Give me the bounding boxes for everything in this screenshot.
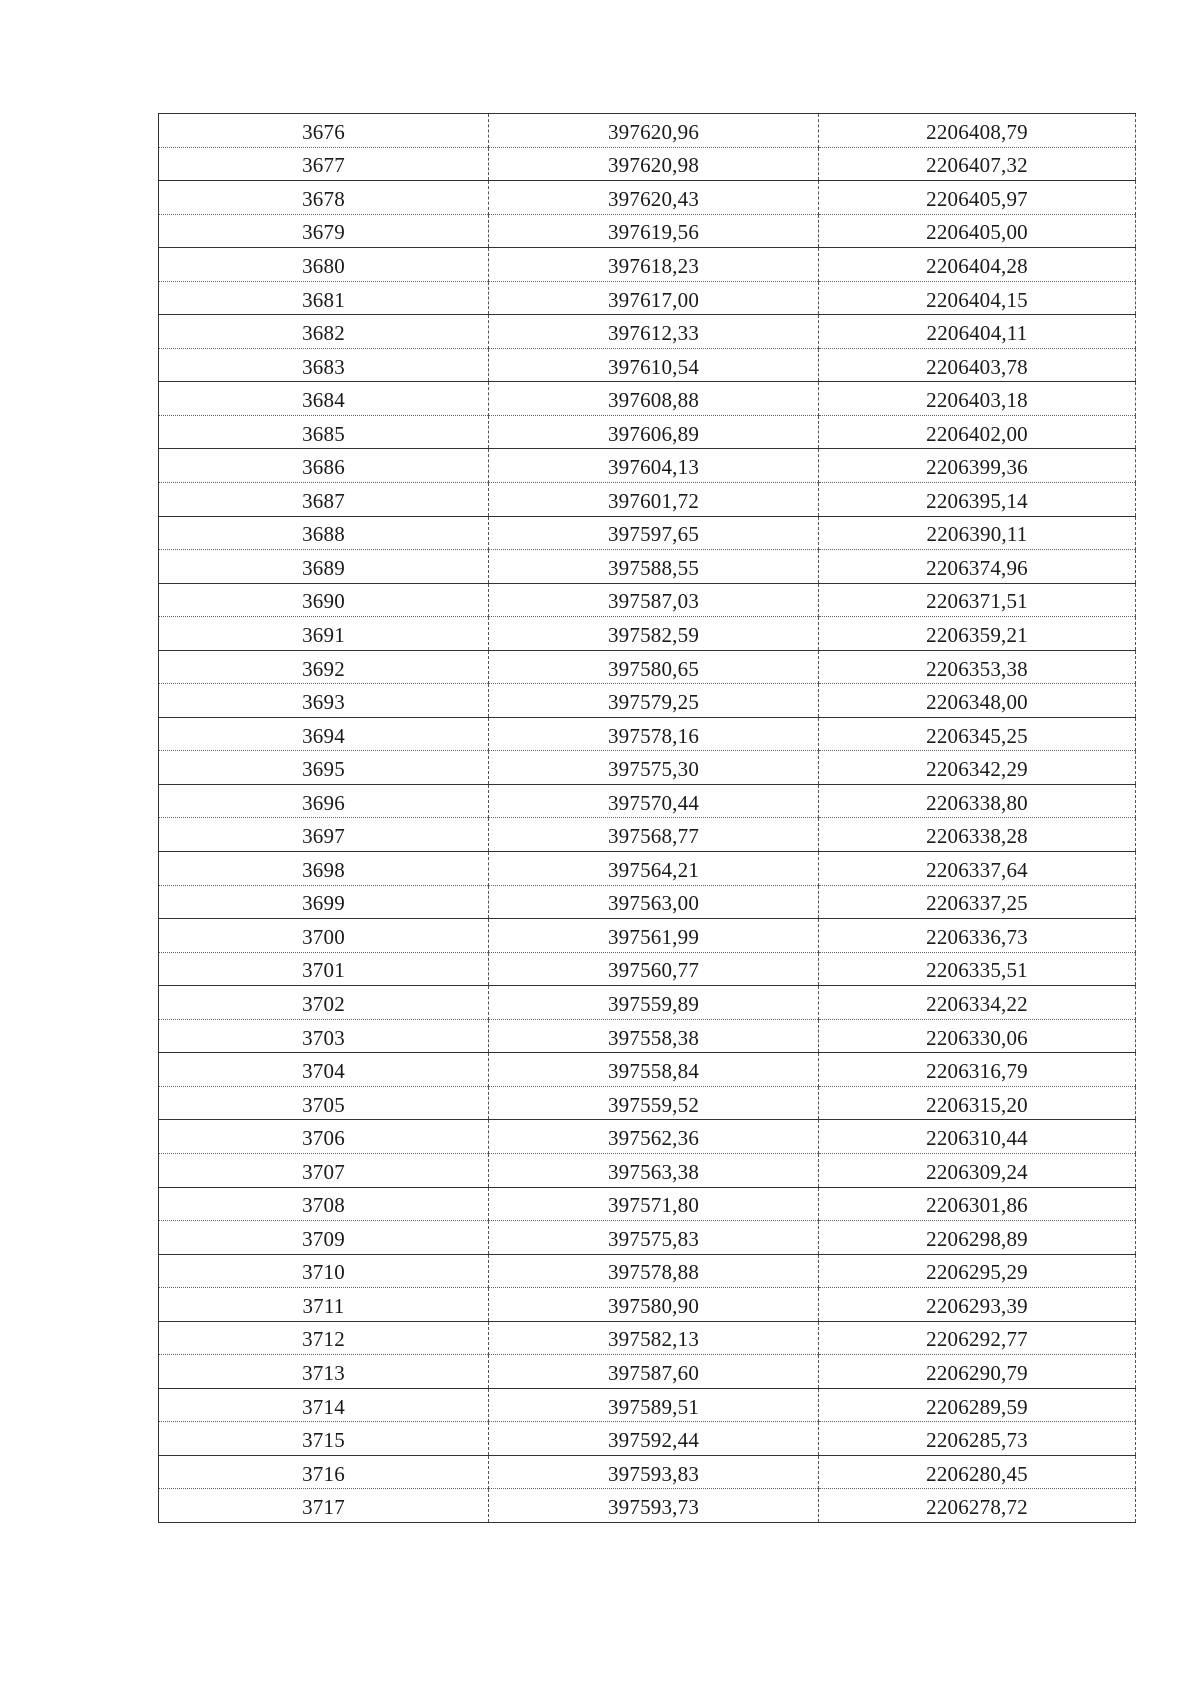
point-number-cell — [159, 248, 489, 282]
cell-text: 2206371,51 — [926, 589, 1028, 614]
point-number-cell — [159, 952, 489, 986]
cell-text: 3693 — [302, 690, 345, 715]
cell-text: 3696 — [302, 790, 345, 815]
cell-text: 397559,52 — [607, 1092, 700, 1117]
cell-text: 2206298,89 — [926, 1226, 1028, 1251]
cell-text: 3676 — [302, 119, 345, 144]
cell-text: 2206290,79 — [926, 1361, 1028, 1385]
cell-text: 3716 — [302, 1461, 345, 1486]
point-number-cell — [159, 483, 489, 517]
y-coordinate-cell — [819, 818, 1136, 852]
table-row — [159, 1153, 1136, 1187]
cell-text: 2206309,24 — [926, 1159, 1028, 1184]
y-coordinate-cell — [819, 1321, 1136, 1355]
table-row — [159, 483, 1136, 517]
cell-text: 2206278,72 — [926, 1495, 1028, 1520]
table-row — [159, 516, 1136, 550]
x-coordinate-cell — [489, 986, 819, 1020]
y-coordinate-cell — [819, 684, 1136, 718]
cell-text: 2206404,11 — [926, 321, 1028, 346]
cell-text: 397575,30 — [607, 757, 700, 782]
x-coordinate-cell — [489, 214, 819, 248]
cell-text: 2206402,00 — [926, 421, 1028, 446]
table-row — [159, 784, 1136, 818]
cell-text: 397562,36 — [607, 1126, 700, 1151]
y-coordinate-cell — [819, 852, 1136, 886]
x-coordinate-cell — [489, 1489, 819, 1523]
cell-text: 3683 — [302, 354, 345, 379]
y-coordinate-cell — [819, 1422, 1136, 1456]
cell-text: 397558,84 — [607, 1059, 700, 1084]
table-row — [159, 1422, 1136, 1456]
cell-text: 2206403,78 — [926, 354, 1028, 379]
x-coordinate-cell — [489, 1355, 819, 1389]
cell-text: 3689 — [302, 555, 345, 580]
cell-text: 2206337,64 — [926, 857, 1028, 882]
point-number-cell — [159, 1120, 489, 1154]
cell-text: 397568,77 — [607, 824, 700, 849]
y-coordinate-cell — [819, 885, 1136, 919]
cell-text: 3690 — [302, 589, 345, 614]
coordinates-table — [158, 113, 1136, 1523]
cell-text: 2206405,97 — [926, 186, 1028, 211]
y-coordinate-cell — [819, 516, 1136, 550]
point-number-cell — [159, 885, 489, 919]
x-coordinate-cell — [489, 1288, 819, 1322]
y-coordinate-cell — [819, 214, 1136, 248]
cell-text: 2206301,86 — [926, 1193, 1028, 1218]
table-row — [159, 1187, 1136, 1221]
cell-text: 2206334,22 — [926, 991, 1028, 1016]
table-row — [159, 1086, 1136, 1120]
cell-text: 2206353,38 — [926, 656, 1028, 681]
point-number-cell — [159, 1153, 489, 1187]
cell-text: 397588,55 — [607, 555, 700, 580]
x-coordinate-cell — [489, 1321, 819, 1355]
y-coordinate-cell — [819, 181, 1136, 215]
table-row — [159, 583, 1136, 617]
table-row — [159, 1254, 1136, 1288]
x-coordinate-cell — [489, 784, 819, 818]
y-coordinate-cell — [819, 147, 1136, 181]
cell-text: 3703 — [302, 1025, 345, 1050]
table-row — [159, 818, 1136, 852]
x-coordinate-cell — [489, 1388, 819, 1422]
x-coordinate-cell — [489, 751, 819, 785]
table-row — [159, 382, 1136, 416]
y-coordinate-cell — [819, 315, 1136, 349]
cell-text: 2206404,28 — [926, 253, 1028, 278]
cell-text: 3685 — [302, 421, 345, 446]
cell-text: 397559,89 — [607, 991, 700, 1016]
cell-text: 3705 — [302, 1092, 345, 1117]
cell-text: 3697 — [302, 824, 345, 849]
point-number-cell — [159, 1388, 489, 1422]
x-coordinate-cell — [489, 617, 819, 651]
cell-text: 3684 — [302, 388, 345, 413]
x-coordinate-cell — [489, 382, 819, 416]
y-coordinate-cell — [819, 617, 1136, 651]
cell-text: 397564,21 — [607, 857, 700, 882]
x-coordinate-cell — [489, 114, 819, 148]
table-row — [159, 1221, 1136, 1255]
y-coordinate-cell — [819, 1355, 1136, 1389]
x-coordinate-cell — [489, 1422, 819, 1456]
cell-text: 2206280,45 — [926, 1461, 1028, 1486]
cell-text: 2206293,39 — [926, 1293, 1028, 1318]
y-coordinate-cell — [819, 281, 1136, 315]
table-row — [159, 1388, 1136, 1422]
point-number-cell — [159, 382, 489, 416]
y-coordinate-cell — [819, 483, 1136, 517]
y-coordinate-cell — [819, 114, 1136, 148]
x-coordinate-cell — [489, 583, 819, 617]
point-number-cell — [159, 550, 489, 584]
point-number-cell — [159, 449, 489, 483]
point-number-cell — [159, 516, 489, 550]
x-coordinate-cell — [489, 1221, 819, 1255]
cell-text: 397580,90 — [607, 1293, 700, 1318]
point-number-cell — [159, 751, 489, 785]
cell-text: 397619,56 — [607, 220, 700, 245]
cell-text: 397558,38 — [607, 1025, 700, 1050]
x-coordinate-cell — [489, 852, 819, 886]
point-number-cell — [159, 1489, 489, 1523]
cell-text: 3694 — [302, 723, 345, 748]
cell-text: 397620,98 — [607, 153, 700, 178]
x-coordinate-cell — [489, 348, 819, 382]
cell-text: 2206403,18 — [926, 388, 1028, 413]
table-row — [159, 684, 1136, 718]
cell-text: 397612,33 — [607, 321, 700, 346]
y-coordinate-cell — [819, 1489, 1136, 1523]
cell-text: 397592,44 — [607, 1428, 700, 1453]
point-number-cell — [159, 1187, 489, 1221]
y-coordinate-cell — [819, 1388, 1136, 1422]
cell-text: 2206404,15 — [926, 287, 1028, 312]
y-coordinate-cell — [819, 583, 1136, 617]
cell-text: 2206399,36 — [926, 455, 1028, 480]
table-row — [159, 181, 1136, 215]
y-coordinate-cell — [819, 382, 1136, 416]
cell-text: 3715 — [302, 1428, 345, 1453]
x-coordinate-cell — [489, 483, 819, 517]
cell-text: 397593,73 — [607, 1495, 700, 1520]
cell-text: 2206390,11 — [926, 522, 1028, 547]
table-row — [159, 617, 1136, 651]
x-coordinate-cell — [489, 1120, 819, 1154]
y-coordinate-cell — [819, 248, 1136, 282]
cell-text: 2206395,14 — [926, 488, 1028, 513]
table-row — [159, 717, 1136, 751]
cell-text: 2206408,79 — [926, 119, 1028, 144]
point-number-cell — [159, 1422, 489, 1456]
cell-text: 3708 — [302, 1193, 345, 1218]
point-number-cell — [159, 1288, 489, 1322]
cell-text: 3679 — [302, 220, 345, 245]
cell-text: 2206285,73 — [926, 1428, 1028, 1453]
cell-text: 2206336,73 — [926, 924, 1028, 949]
y-coordinate-cell — [819, 348, 1136, 382]
cell-text: 3707 — [302, 1159, 345, 1184]
point-number-cell — [159, 214, 489, 248]
cell-text: 2206295,29 — [926, 1260, 1028, 1285]
y-coordinate-cell — [819, 1153, 1136, 1187]
table-row — [159, 1120, 1136, 1154]
point-number-cell — [159, 348, 489, 382]
cell-text: 3678 — [302, 186, 345, 211]
y-coordinate-cell — [819, 550, 1136, 584]
x-coordinate-cell — [489, 449, 819, 483]
cell-text: 2206330,06 — [926, 1025, 1028, 1050]
x-coordinate-cell — [489, 516, 819, 550]
y-coordinate-cell — [819, 1120, 1136, 1154]
cell-text: 3714 — [302, 1394, 345, 1419]
cell-text: 3686 — [302, 455, 345, 480]
point-number-cell — [159, 583, 489, 617]
x-coordinate-cell — [489, 717, 819, 751]
cell-text: 3692 — [302, 656, 345, 681]
x-coordinate-cell — [489, 919, 819, 953]
point-number-cell — [159, 114, 489, 148]
cell-text: 397582,59 — [607, 622, 700, 647]
coordinates-table-body — [159, 114, 1136, 1523]
cell-text: 397601,72 — [607, 488, 700, 513]
cell-text: 397610,54 — [607, 354, 700, 379]
point-number-cell — [159, 181, 489, 215]
point-number-cell — [159, 684, 489, 718]
table-row — [159, 1288, 1136, 1322]
y-coordinate-cell — [819, 1254, 1136, 1288]
point-number-cell — [159, 1455, 489, 1489]
y-coordinate-cell — [819, 1086, 1136, 1120]
cell-text: 2206310,44 — [926, 1126, 1028, 1151]
cell-text: 397571,80 — [607, 1193, 700, 1218]
point-number-cell — [159, 1086, 489, 1120]
point-number-cell — [159, 852, 489, 886]
table-row — [159, 114, 1136, 148]
y-coordinate-cell — [819, 986, 1136, 1020]
point-number-cell — [159, 1355, 489, 1389]
cell-text: 2206374,96 — [926, 555, 1028, 580]
cell-text: 3713 — [302, 1361, 345, 1385]
y-coordinate-cell — [819, 1221, 1136, 1255]
table-row — [159, 885, 1136, 919]
x-coordinate-cell — [489, 1053, 819, 1087]
y-coordinate-cell — [819, 1455, 1136, 1489]
y-coordinate-cell — [819, 1019, 1136, 1053]
cell-text: 397620,96 — [607, 119, 700, 144]
point-number-cell — [159, 315, 489, 349]
y-coordinate-cell — [819, 449, 1136, 483]
cell-text: 2206405,00 — [926, 220, 1028, 245]
table-row — [159, 248, 1136, 282]
cell-text: 2206338,80 — [926, 790, 1028, 815]
cell-text: 397561,99 — [607, 924, 700, 949]
table-row — [159, 550, 1136, 584]
y-coordinate-cell — [819, 952, 1136, 986]
cell-text: 397587,03 — [607, 589, 700, 614]
x-coordinate-cell — [489, 147, 819, 181]
point-number-cell — [159, 650, 489, 684]
x-coordinate-cell — [489, 281, 819, 315]
table-row — [159, 1019, 1136, 1053]
cell-text: 397580,65 — [607, 656, 700, 681]
cell-text: 2206407,32 — [926, 153, 1028, 178]
cell-text: 3709 — [302, 1226, 345, 1251]
cell-text: 2206316,79 — [926, 1059, 1028, 1084]
x-coordinate-cell — [489, 248, 819, 282]
cell-text: 3687 — [302, 488, 345, 513]
x-coordinate-cell — [489, 684, 819, 718]
table-row — [159, 214, 1136, 248]
cell-text: 3699 — [302, 891, 345, 916]
cell-text: 2206289,59 — [926, 1394, 1028, 1419]
x-coordinate-cell — [489, 1019, 819, 1053]
y-coordinate-cell — [819, 717, 1136, 751]
point-number-cell — [159, 784, 489, 818]
x-coordinate-cell — [489, 1187, 819, 1221]
point-number-cell — [159, 1321, 489, 1355]
cell-text: 3702 — [302, 991, 345, 1016]
cell-text: 397593,83 — [607, 1461, 700, 1486]
table-row — [159, 1355, 1136, 1389]
x-coordinate-cell — [489, 952, 819, 986]
cell-text: 3688 — [302, 522, 345, 547]
cell-text: 397579,25 — [607, 690, 700, 715]
cell-text: 397618,23 — [607, 253, 700, 278]
table-row — [159, 1321, 1136, 1355]
cell-text: 3700 — [302, 924, 345, 949]
cell-text: 3701 — [302, 958, 345, 983]
point-number-cell — [159, 919, 489, 953]
x-coordinate-cell — [489, 1153, 819, 1187]
point-number-cell — [159, 415, 489, 449]
cell-text: 397578,16 — [607, 723, 700, 748]
cell-text: 397617,00 — [607, 287, 700, 312]
cell-text: 397608,88 — [607, 388, 700, 413]
x-coordinate-cell — [489, 550, 819, 584]
cell-text: 3706 — [302, 1126, 345, 1151]
cell-text: 2206315,20 — [926, 1092, 1028, 1117]
table-row — [159, 315, 1136, 349]
cell-text: 397597,65 — [607, 522, 700, 547]
cell-text: 397563,00 — [607, 891, 700, 916]
cell-text: 397604,13 — [607, 455, 700, 480]
cell-text: 397587,60 — [607, 1361, 700, 1385]
table-row — [159, 650, 1136, 684]
cell-text: 397570,44 — [607, 790, 700, 815]
y-coordinate-cell — [819, 919, 1136, 953]
cell-text: 3698 — [302, 857, 345, 882]
cell-text: 2206359,21 — [926, 622, 1028, 647]
x-coordinate-cell — [489, 315, 819, 349]
table-row — [159, 952, 1136, 986]
cell-text: 3712 — [302, 1327, 345, 1352]
cell-text: 397582,13 — [607, 1327, 700, 1352]
x-coordinate-cell — [489, 181, 819, 215]
point-number-cell — [159, 1053, 489, 1087]
cell-text: 3680 — [302, 253, 345, 278]
table-row — [159, 1455, 1136, 1489]
cell-text: 3717 — [302, 1495, 345, 1520]
cell-text: 397563,38 — [607, 1159, 700, 1184]
cell-text: 2206342,29 — [926, 757, 1028, 782]
cell-text: 3710 — [302, 1260, 345, 1285]
cell-text: 397620,43 — [607, 186, 700, 211]
x-coordinate-cell — [489, 1086, 819, 1120]
cell-text: 2206337,25 — [926, 891, 1028, 916]
cell-text: 2206348,00 — [926, 690, 1028, 715]
cell-text: 3704 — [302, 1059, 345, 1084]
cell-text: 397589,51 — [607, 1394, 700, 1419]
cell-text: 2206345,25 — [926, 723, 1028, 748]
y-coordinate-cell — [819, 650, 1136, 684]
point-number-cell — [159, 717, 489, 751]
table-row — [159, 348, 1136, 382]
table-row — [159, 852, 1136, 886]
y-coordinate-cell — [819, 1053, 1136, 1087]
point-number-cell — [159, 617, 489, 651]
cell-text: 3681 — [302, 287, 345, 312]
y-coordinate-cell — [819, 784, 1136, 818]
table-row — [159, 986, 1136, 1020]
point-number-cell — [159, 281, 489, 315]
point-number-cell — [159, 818, 489, 852]
cell-text: 3695 — [302, 757, 345, 782]
point-number-cell — [159, 147, 489, 181]
x-coordinate-cell — [489, 415, 819, 449]
table-row — [159, 751, 1136, 785]
table-row — [159, 415, 1136, 449]
cell-text: 397575,83 — [607, 1226, 700, 1251]
cell-text: 2206335,51 — [926, 958, 1028, 983]
cell-text: 397578,88 — [607, 1260, 700, 1285]
table-row — [159, 449, 1136, 483]
cell-text: 397560,77 — [607, 958, 700, 983]
table-row — [159, 1489, 1136, 1523]
x-coordinate-cell — [489, 650, 819, 684]
x-coordinate-cell — [489, 1254, 819, 1288]
cell-text: 3711 — [302, 1293, 345, 1318]
x-coordinate-cell — [489, 818, 819, 852]
y-coordinate-cell — [819, 1288, 1136, 1322]
x-coordinate-cell — [489, 885, 819, 919]
cell-text: 3691 — [302, 622, 345, 647]
cell-text: 397606,89 — [607, 421, 700, 446]
x-coordinate-cell — [489, 1455, 819, 1489]
cell-text: 3682 — [302, 321, 345, 346]
point-number-cell — [159, 1254, 489, 1288]
table-row — [159, 1053, 1136, 1087]
table-row — [159, 919, 1136, 953]
cell-text: 2206292,77 — [926, 1327, 1028, 1352]
point-number-cell — [159, 1221, 489, 1255]
table-row — [159, 281, 1136, 315]
y-coordinate-cell — [819, 415, 1136, 449]
point-number-cell — [159, 986, 489, 1020]
cell-text: 3677 — [302, 153, 345, 178]
table-row — [159, 147, 1136, 181]
y-coordinate-cell — [819, 751, 1136, 785]
y-coordinate-cell — [819, 1187, 1136, 1221]
point-number-cell — [159, 1019, 489, 1053]
cell-text: 2206338,28 — [926, 824, 1028, 849]
